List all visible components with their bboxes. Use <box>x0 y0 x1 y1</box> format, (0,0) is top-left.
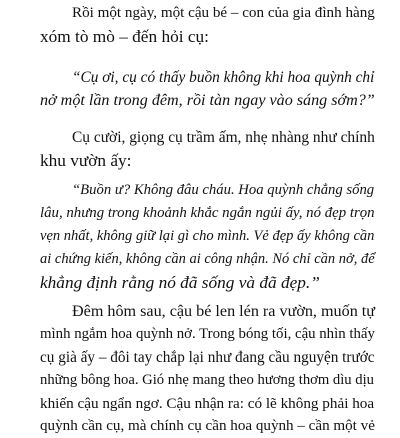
text-line: quỳnh cần cụ, mà chính cụ cần hoa quỳnh – cần một vẻ <box>40 418 375 434</box>
paragraph-boy-question <box>40 66 376 112</box>
text-line: khu vườn ấy: <box>40 151 132 170</box>
text-line: khẳng định rằng nó đã sống và đã đẹp.” <box>40 273 320 292</box>
text-line: xóm tò mò – đến hỏi cụ: <box>40 27 209 46</box>
paragraph-narration-2 <box>40 126 376 172</box>
text-line: vẹn nhất, không giữ lại gì cho mình. Vẻ đẹp ấy không cần <box>40 228 375 244</box>
text-line: cụ già ấy – đôi tay chắp lại như đang cầu nguyện trước <box>40 349 375 366</box>
text-line: nở một lần trong đêm, rồi tàn ngay vào sáng sớm?” <box>40 92 375 109</box>
text-line: Đêm hôm sau, cậu bé len lén ra vườn, muốn tự <box>72 303 376 320</box>
text-line: “Cụ ơi, cụ có thấy buồn không khi hoa quỳnh chỉ <box>72 69 375 86</box>
paragraph-narration-1 <box>40 2 376 48</box>
text-line: những bông hoa. Gió nhẹ mang theo hương thơm dìu dịu <box>40 372 374 388</box>
paragraph-old-man-answer <box>40 179 376 294</box>
text-line: mình ngắm hoa quỳnh nở. Trong bóng tối, cậu nhìn thấy <box>40 326 375 342</box>
text-line: Rồi một ngày, một cậu bé – con của gia đình hàng <box>72 5 375 21</box>
text-line: Cụ cười, giọng cụ trầm ấm, nhẹ nhàng như chính <box>72 129 375 146</box>
text-line: lâu, nhưng trong khoảnh khắc ngắn ngủi ấy, nó đẹp trọn <box>40 205 375 221</box>
text-line: “Buồn ư? Không đâu cháu. Hoa quỳnh chẳng sống <box>72 182 375 198</box>
text-line: khiến cậu ngẩn ngơ. Cậu nhận ra: có lẽ không phải hoa <box>40 395 375 412</box>
paragraph-narration-3 <box>40 300 376 438</box>
text-line: ai chứng kiến, không cần ai công nhận. Nó chỉ cần nở, để <box>40 251 375 267</box>
